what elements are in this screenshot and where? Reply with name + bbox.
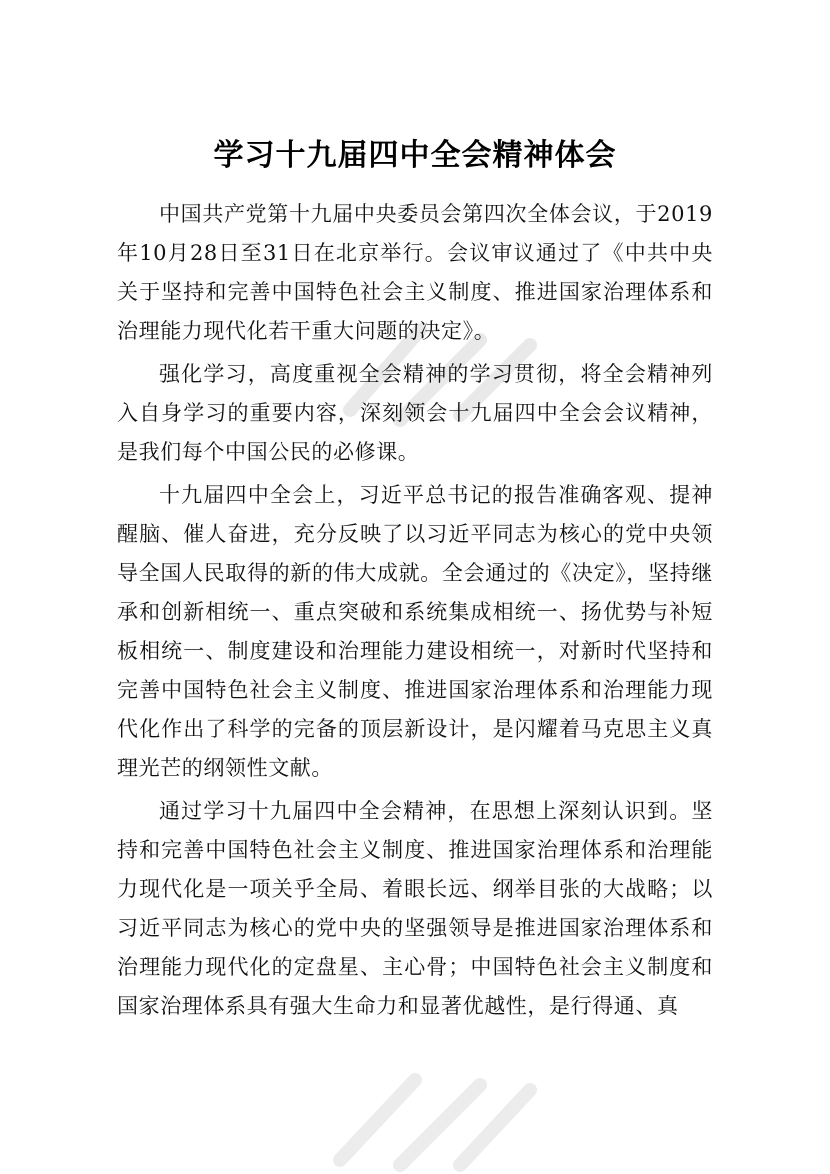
- paragraph: 十九届四中全会上，习近平总书记的报告准确客观、提神醒脑、催人奋进，充分反映了以习近平同志为核心的党中央领导全国人民取得的新的伟大成就。全会通过的《决定》，坚持继承和创新相统一、重点突破和系统集成相统一、扬优势与补短板相统一、制度建设和治理能力建设相统一，对新时代坚持和完善中国特色社会主义制度、推进国家治理体系和治理能力现代化作出了科学的完备的顶层新设计，是闪耀着马克思主义真理光芒的纲领性文献。: [117, 483, 713, 780]
- document-body: [117, 195, 713, 1030]
- page-title: 学习十九届四中全会精神体会: [213, 138, 617, 174]
- paragraph: 通过学习十九届四中全会精神，在思想上深刻认识到。坚持和完善中国特色社会主义制度、推进国家治理体系和治理能力现代化是一项关乎全局、着眼长远、纲举目张的大战略；以习近平同志为核心的党中央的坚强领导是推进国家治理体系和治理能力现代化的定盘星、主心骨；中国特色社会主义制度和国家治理体系具有强大生命力和显著优越性，是行得通、真: [117, 799, 713, 1018]
- watermark-mark: [320, 1040, 550, 1174]
- paragraph: 中国共产党第十九届中央委员会第四次全体会议，于2019年10月28日至31日在北京举行。会议审议通过了《中共中央关于坚持和完善中国特色社会主义制度、推进国家治理体系和治理能力现代化若干重大问题的决定》。: [117, 202, 713, 343]
- paragraph: 强化学习，高度重视全会精神的学习贯彻，将全会精神列入自身学习的重要内容，深刻领会十九届四中全会会议精神，是我们每个中国公民的必修课。: [117, 362, 713, 464]
